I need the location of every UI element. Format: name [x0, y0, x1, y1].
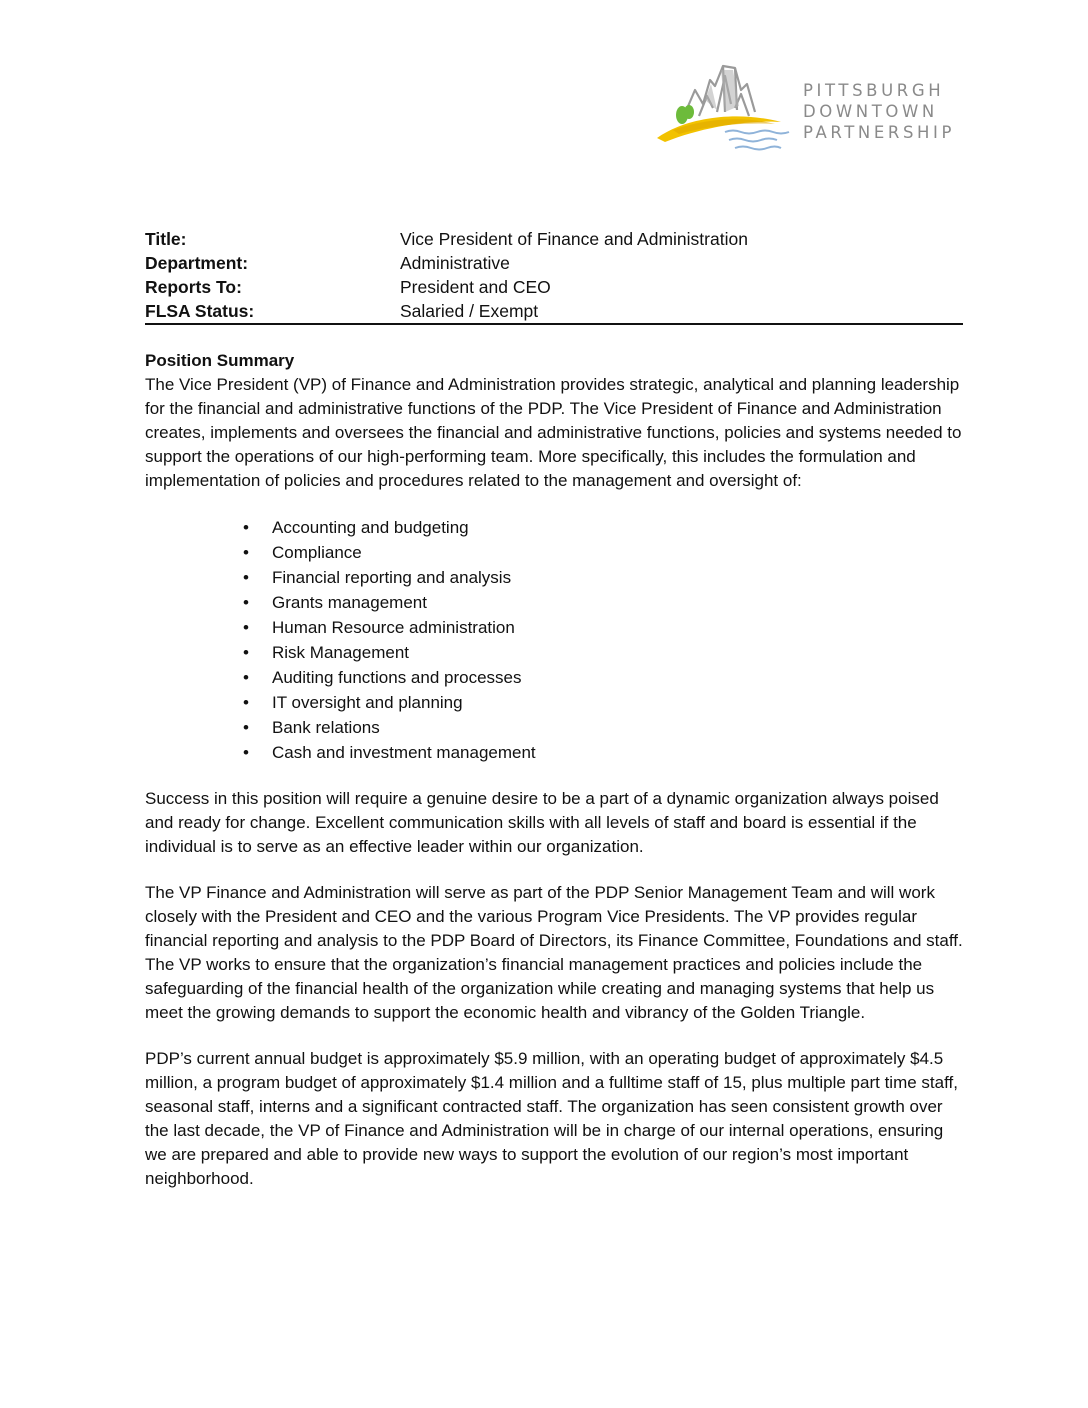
bullet-icon: •: [243, 593, 249, 612]
spacer: [145, 859, 963, 881]
field-row-title: [145, 227, 963, 251]
logo-line-1: PITTSBURGH: [803, 81, 945, 100]
logo-wordmark: [803, 80, 955, 143]
field-row-department: [145, 251, 963, 275]
list-item-text: Auditing functions and processes: [272, 668, 522, 687]
field-value: Vice President of Finance and Administration: [400, 229, 748, 249]
field-value: Administrative: [400, 253, 510, 273]
list-item-text: Financial reporting and analysis: [272, 568, 512, 587]
list-item: [145, 665, 963, 690]
spacer: [145, 765, 963, 787]
body-paragraph: The VP Finance and Administration will serve as part of the PDP Senior Management Team and will work closely with the President and CEO and the various Program Vice Presidents. The VP provides regular financial reporting and analysis to the PDP Board of Directors, its Finance Committee, Foundations and staff. The VP works to ensure that the organization’s financial management practices and policies include the safeguarding of the financial health of the organization while creating and managing systems that help us meet the growing demands to support the economic health and vibrancy of the Golden Triangle.: [145, 883, 963, 1022]
logo-line-2: DOWNTOWN: [803, 102, 938, 121]
bullet-icon: •: [243, 618, 249, 637]
field-label: Title:: [145, 229, 187, 249]
field-value: President and CEO: [400, 277, 551, 297]
field-row-flsa-status: [145, 299, 963, 323]
bullet-icon: •: [243, 668, 249, 687]
list-item: [145, 615, 963, 640]
list-item-text: Accounting and budgeting: [272, 518, 469, 537]
bullet-icon: •: [243, 718, 249, 737]
responsibilities-list: [145, 515, 963, 765]
list-item: [145, 515, 963, 540]
spacer: [145, 1025, 963, 1047]
list-item-text: Cash and investment management: [272, 743, 536, 762]
list-item-text: IT oversight and planning: [272, 693, 463, 712]
list-item: [145, 690, 963, 715]
list-item-text: Bank relations: [272, 718, 380, 737]
list-item: [145, 540, 963, 565]
logo-line-3: PARTNERSHIP: [803, 123, 956, 142]
list-item-text: Human Resource administration: [272, 618, 515, 637]
list-item-text: Risk Management: [272, 643, 410, 662]
intro-paragraph: The Vice President (VP) of Finance and Administration provides strategic, analytical and planning leadership for the financial and administrative functions of the PDP. The Vice President of Finance and Administration creates, implements and oversees the financial and administrative functions, policies and systems needed to support the operations of our high-performing team. More specifically, this includes the formulation and implementation of policies and procedures related to the management and oversight of:: [145, 375, 962, 490]
field-label: Reports To:: [145, 277, 242, 297]
bullet-icon: •: [243, 693, 249, 712]
list-item: [145, 640, 963, 665]
bullet-icon: •: [243, 518, 249, 537]
section-heading: Position Summary: [145, 351, 295, 370]
list-item: [145, 715, 963, 740]
bullet-icon: •: [243, 643, 249, 662]
list-item-text: Compliance: [272, 543, 362, 562]
bullet-icon: •: [243, 543, 249, 562]
bullet-icon: •: [243, 743, 249, 762]
body-paragraph: Success in this position will require a genuine desire to be a part of a dynamic organization always poised and ready for change. Excellent communication skills with all levels of staff and board is essential if the individual is to serve as an effective leader within our organization.: [145, 789, 939, 856]
list-item: [145, 565, 963, 590]
field-label: FLSA Status:: [145, 301, 255, 321]
field-row-reports-to: [145, 275, 963, 299]
horizontal-divider: [145, 323, 963, 325]
field-value: Salaried / Exempt: [400, 301, 539, 321]
list-item: [145, 740, 963, 765]
skyline-logo-icon: [655, 60, 795, 160]
bullet-icon: •: [243, 568, 249, 587]
list-item: [145, 590, 963, 615]
position-summary-section: [145, 349, 963, 1191]
body-paragraph: PDP’s current annual budget is approximately $5.9 million, with an operating budget of approximately $4.5 million, a program budget of approximately $1.4 million and a fulltime staff of 15, plus multiple part time staff, seasonal staff, interns and a significant contracted staff. The organization has seen consistent growth over the last decade, the VP of Finance and Administration will be in charge of our internal operations, ensuring we are prepared and able to provide new ways to support the evolution of our region’s most important neighborhood.: [145, 1049, 958, 1188]
job-details-table: [145, 227, 963, 323]
field-label: Department:: [145, 253, 249, 273]
pittsburgh-downtown-partnership-logo: [655, 60, 955, 160]
list-item-text: Grants management: [272, 593, 427, 612]
